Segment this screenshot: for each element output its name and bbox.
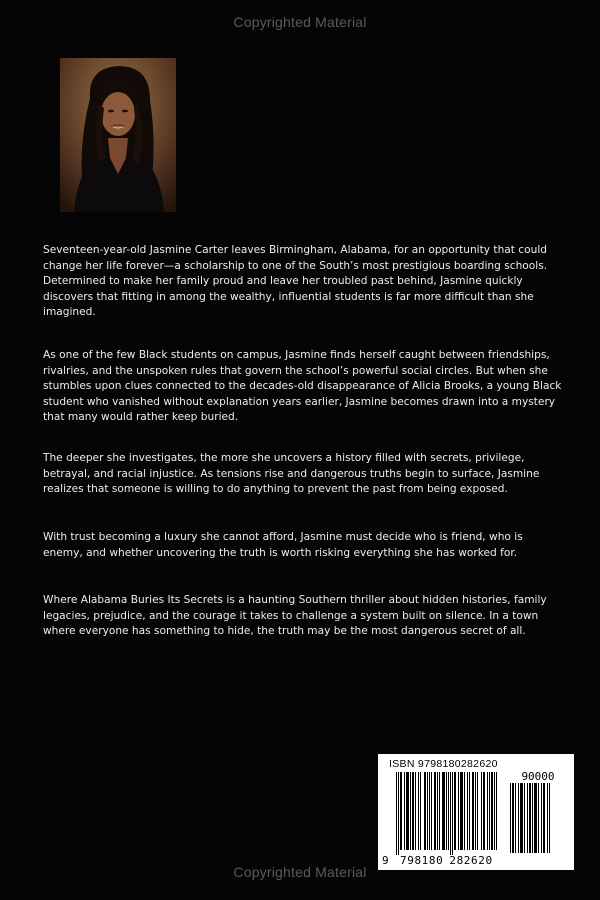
barcode-bar — [477, 772, 478, 850]
barcode-bar — [487, 772, 488, 850]
barcode-bar — [424, 772, 426, 850]
barcode-bar — [481, 772, 482, 850]
barcode-bar — [460, 772, 463, 850]
barcode-bar — [475, 772, 476, 850]
author-portrait-icon — [60, 58, 176, 212]
blurb-paragraph-4: With trust becoming a luxury she cannot afford, Jasmine must decide who is friend, who is enemy, and whether uncovering the truth is worth risking everything she has worked for. — [43, 531, 523, 559]
barcode-bar — [396, 772, 397, 855]
barcode-bar — [450, 772, 451, 855]
barcode-bar — [446, 772, 447, 850]
barcode-bar — [541, 783, 542, 853]
author-photo — [60, 58, 176, 212]
barcode-bar — [406, 772, 409, 850]
barcode-bar — [538, 783, 539, 853]
barcode-bar — [434, 772, 436, 850]
barcode-bar — [454, 772, 456, 850]
copyright-watermark-top: Copyrighted Material — [233, 14, 367, 30]
barcode-bar — [518, 783, 519, 853]
barcode-bar — [483, 772, 485, 850]
barcode-bar — [398, 772, 399, 855]
blurb-paragraph-5: Where Alabama Buries Its Secrets is a haunting Southern thriller about hidden histories, family legacies, prejudice, and the courage it takes to challenge a system built on silence. In a town where everyone has something to hide, the truth may be the most dangerous secret of all. — [43, 594, 547, 638]
barcode-bar — [404, 772, 405, 850]
barcode-bar — [534, 783, 537, 853]
barcode-bar — [442, 772, 445, 850]
barcode-bar — [418, 772, 419, 850]
price-code: 90000 — [521, 770, 555, 783]
barcode-bar — [532, 783, 533, 853]
barcode-bar — [464, 772, 465, 850]
barcode-bar — [524, 783, 525, 853]
barcode-bar — [431, 772, 432, 850]
blurb-paragraph-1: Seventeen-year-old Jasmine Carter leaves Birmingham, Alabama, for an opportunity that could change her life forever—a scholarship to one of the South’s most prestigious boarding schools. Determined to make her family proud and leave her troubled past behind, Jasmine quickly discovers that fitting in among the wealthy, influential students is far more difficult than she imagined. — [43, 244, 548, 319]
barcode-bar — [458, 772, 459, 850]
barcode-bar — [510, 783, 511, 853]
price-addon-bars — [510, 783, 564, 856]
barcode-bar — [469, 772, 470, 850]
barcode-bar — [472, 772, 474, 850]
barcode-bar — [410, 772, 411, 850]
barcode-bar — [412, 772, 414, 850]
barcode-bar — [520, 783, 523, 853]
barcode-bar — [400, 772, 402, 850]
barcode-bar — [437, 772, 438, 850]
isbn-digit-lead: 9 — [382, 854, 389, 867]
barcode-bar — [448, 772, 449, 850]
ean-barcode-bars — [396, 772, 500, 856]
barcode-bar — [420, 772, 421, 850]
barcode-bar — [491, 772, 493, 850]
barcode-bar — [527, 783, 528, 853]
copyright-watermark-bottom: Copyrighted Material — [233, 864, 367, 880]
barcode-bar — [543, 783, 545, 853]
blurb-paragraph-3: The deeper she investigates, the more she uncovers a history filled with secrets, privilege, betrayal, and racial injustice. As tensions rise and dangerous truths begin to surface, Jasmine realizes that someone is willing to do anything to prevent the past from being exposed. — [43, 452, 540, 496]
barcode-bar — [529, 783, 531, 853]
barcode-bar — [547, 783, 548, 853]
barcode-bar — [549, 783, 550, 853]
barcode-bar — [515, 783, 516, 853]
barcode-bar — [427, 772, 428, 850]
isbn-label: ISBN 9798180282620 — [389, 758, 498, 770]
barcode-bar — [512, 783, 514, 853]
barcode-bar — [496, 772, 497, 850]
barcode-bar — [429, 772, 430, 850]
barcode-bar — [494, 772, 495, 850]
isbn-barcode — [378, 754, 574, 870]
isbn-digit-group-2: 282620 — [449, 854, 493, 867]
blurb-paragraph-2: As one of the few Black students on campus, Jasmine finds herself caught between friendships, rivalries, and the unspoken rules that govern the school’s powerful social circles. But when she stumbles upon clues connected to the decades-old disappearance of Alicia Brooks, a young Black student who vanished without explanation years earlier, Jasmine becomes drawn into a mystery that many would rather keep buried. — [43, 349, 562, 424]
barcode-bar — [452, 772, 453, 855]
barcode-bar — [439, 772, 440, 850]
isbn-digit-group-1: 798180 — [400, 854, 444, 867]
barcode-bar — [415, 772, 416, 850]
barcode-bar — [489, 772, 490, 850]
barcode-bar — [467, 772, 468, 850]
